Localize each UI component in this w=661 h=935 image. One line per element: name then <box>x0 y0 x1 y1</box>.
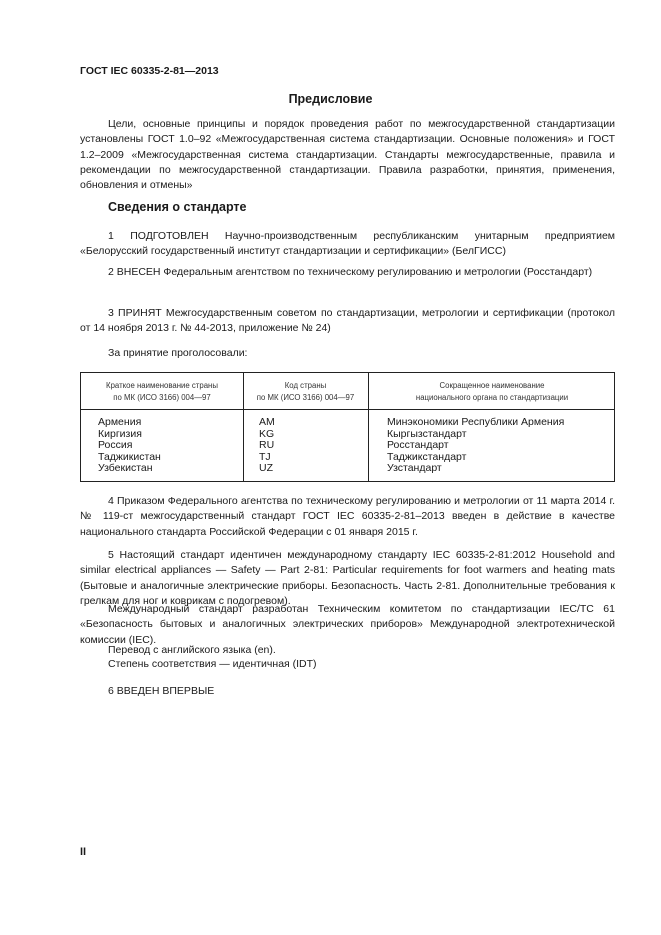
conformity-note: Степень соответствия — идентичная (IDT) <box>108 658 317 670</box>
voted-label: За принятие проголосовали: <box>108 347 248 359</box>
table-header-body: Сокращенное наименование национального органа по стандартизации <box>415 381 569 402</box>
table-cell-country: Армения <box>98 416 142 428</box>
item-1: 1 ПОДГОТОВЛЕН Научно-производственным республиканским унитарным предприятием «Белорусский государственный институт стандартизации и сертификации» (БелГИСС) <box>80 230 615 258</box>
translation-note: Перевод с английского языка (en). <box>108 644 276 656</box>
info-title: Сведения о стандарте <box>108 200 247 214</box>
page-number: II <box>80 846 87 858</box>
table-cell-code: AM <box>259 416 275 428</box>
preface-intro: Цели, основные принципы и порядок проведения работ по межгосударственной стандартизации установлены ГОСТ 1.0–92 «Межгосударственная система стандартизации. Основные положения» и ГОСТ 1.2–2009 «Межгосударственная система стандартизации. Стандарты межгосударственные, правила и рекомендации по межгосударственной стандартизации. Правила разработки, принятия, применения, обновления и отмены» <box>80 118 615 192</box>
table-cell-country: Узбекистан <box>98 462 153 475</box>
item-3: 3 ПРИНЯТ Межгосударственным советом по стандартизации, метрологии и сертификации (протокол от 14 ноября 2013 г. № 44-2013, приложение № 24) <box>80 307 615 335</box>
table-header-country: Краткое наименование страны по МК (ИСО 3166) 004—97 <box>106 381 218 402</box>
table-column-body <box>387 417 564 475</box>
voting-table <box>80 372 615 482</box>
item-5-developer: Международный стандарт разработан Техническим комитетом по стандартизации IEC/TC 61 «Безопасность бытовых и аналогичных электрических приборов» Международной электротехнической комиссии (IEC). <box>80 603 615 646</box>
table-cell-code: UZ <box>259 462 273 475</box>
table-cell-body: Кыргызстандарт <box>387 427 467 440</box>
item-2: 2 ВНЕСЕН Федеральным агентством по техническому регулированию и метрологии (Росстандарт) <box>108 266 593 278</box>
table-cell-country: Киргизия <box>98 427 142 440</box>
document-header: ГОСТ IEC 60335-2-81—2013 <box>80 65 219 77</box>
preface-title: Предисловие <box>288 92 373 106</box>
table-column-code <box>259 417 275 475</box>
table-header-code: Код страны по МК (ИСО 3166) 004—97 <box>256 381 355 402</box>
item-5: 5 Настоящий стандарт идентичен международному стандарту IEC 60335-2-81:2012 Household and similar electrical appliances — Safety — Part 2-81: Particular requirements for foot warmers and heating mats (Бытовые и аналогичные электрические приборы. Безопасность. Часть 2-81. Дополнительные требования к грелкам для ног и коврикам с подогревом). <box>80 549 615 607</box>
item-6: 6 ВВЕДЕН ВПЕРВЫЕ <box>108 685 215 697</box>
table-cell-body: Таджикстандарт <box>387 450 467 463</box>
table-cell-country: Россия <box>98 439 133 452</box>
table-cell-body: Минэкономики Республики Армения <box>387 416 565 428</box>
table-header-divider <box>81 409 614 410</box>
table-cell-country: Таджикистан <box>98 450 161 463</box>
table-cell-code: RU <box>259 439 275 452</box>
table-cell-body: Росстандарт <box>387 439 449 452</box>
table-cell-code: TJ <box>259 450 271 463</box>
table-cell-body: Узстандарт <box>387 462 442 475</box>
item-4: 4 Приказом Федерального агентства по техническому регулированию и метрологии от 11 марта 2014 г. № 119-ст межгосударственный стандарт ГОСТ IEC 60335-2-81–2013 введен в действие в качестве национального стандарта Российской Федерации с 01 января 2015 г. <box>80 495 615 538</box>
table-cell-code: KG <box>259 427 275 440</box>
table-column-country <box>98 417 161 475</box>
